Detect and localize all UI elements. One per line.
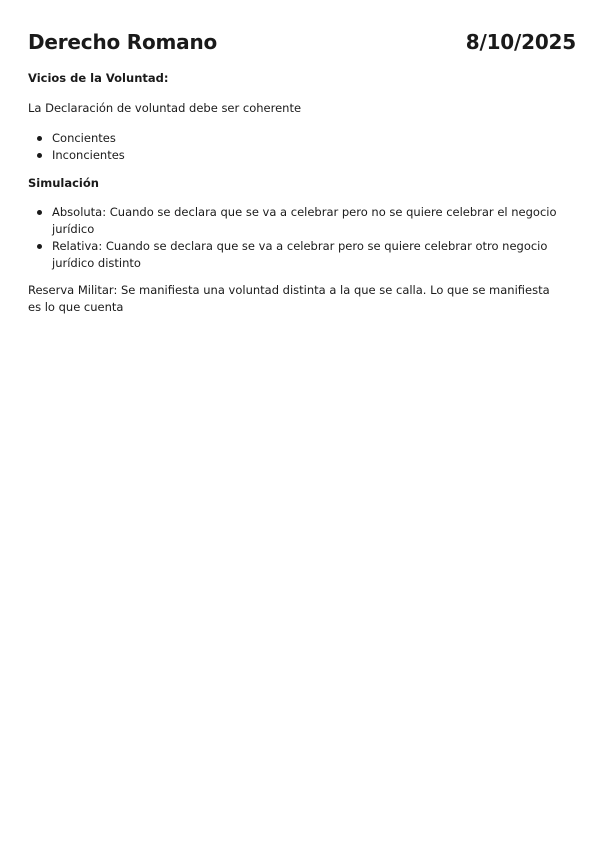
list-item-text: Concientes (52, 131, 116, 145)
section-heading-simulacion: Simulación (28, 176, 99, 190)
bullet-icon (37, 210, 42, 215)
list-item-text: Relativa: Cuando se declara que se va a celebrar pero se quiere celebrar otro negocio jurídico distinto (52, 239, 548, 270)
list-item (28, 204, 564, 238)
list-item-text: Absoluta: Cuando se declara que se va a celebrar pero no se quiere celebrar el negocio jurídico (52, 205, 557, 236)
bullet-icon (37, 136, 42, 141)
section-heading-vicios: Vicios de la Voluntad: (28, 71, 169, 85)
document-date: 8/10/2025 (465, 30, 576, 54)
bullet-list-tipos (28, 130, 564, 164)
bullet-icon (37, 244, 42, 249)
paragraph-reserva-militar: Reserva Militar: Se manifiesta una voluntad distinta a la que se calla. Lo que se manifiesta es lo que cuenta (28, 283, 550, 314)
bullet-list-simulacion (28, 204, 564, 272)
bullet-icon (37, 153, 42, 158)
document-title: Derecho Romano (28, 30, 218, 54)
list-item (28, 238, 564, 272)
paragraph-declaracion: La Declaración de voluntad debe ser coherente (28, 101, 302, 115)
list-item (28, 130, 564, 147)
list-item (28, 147, 564, 164)
list-item-text: Inconcientes (52, 148, 125, 162)
page-header (28, 30, 576, 56)
